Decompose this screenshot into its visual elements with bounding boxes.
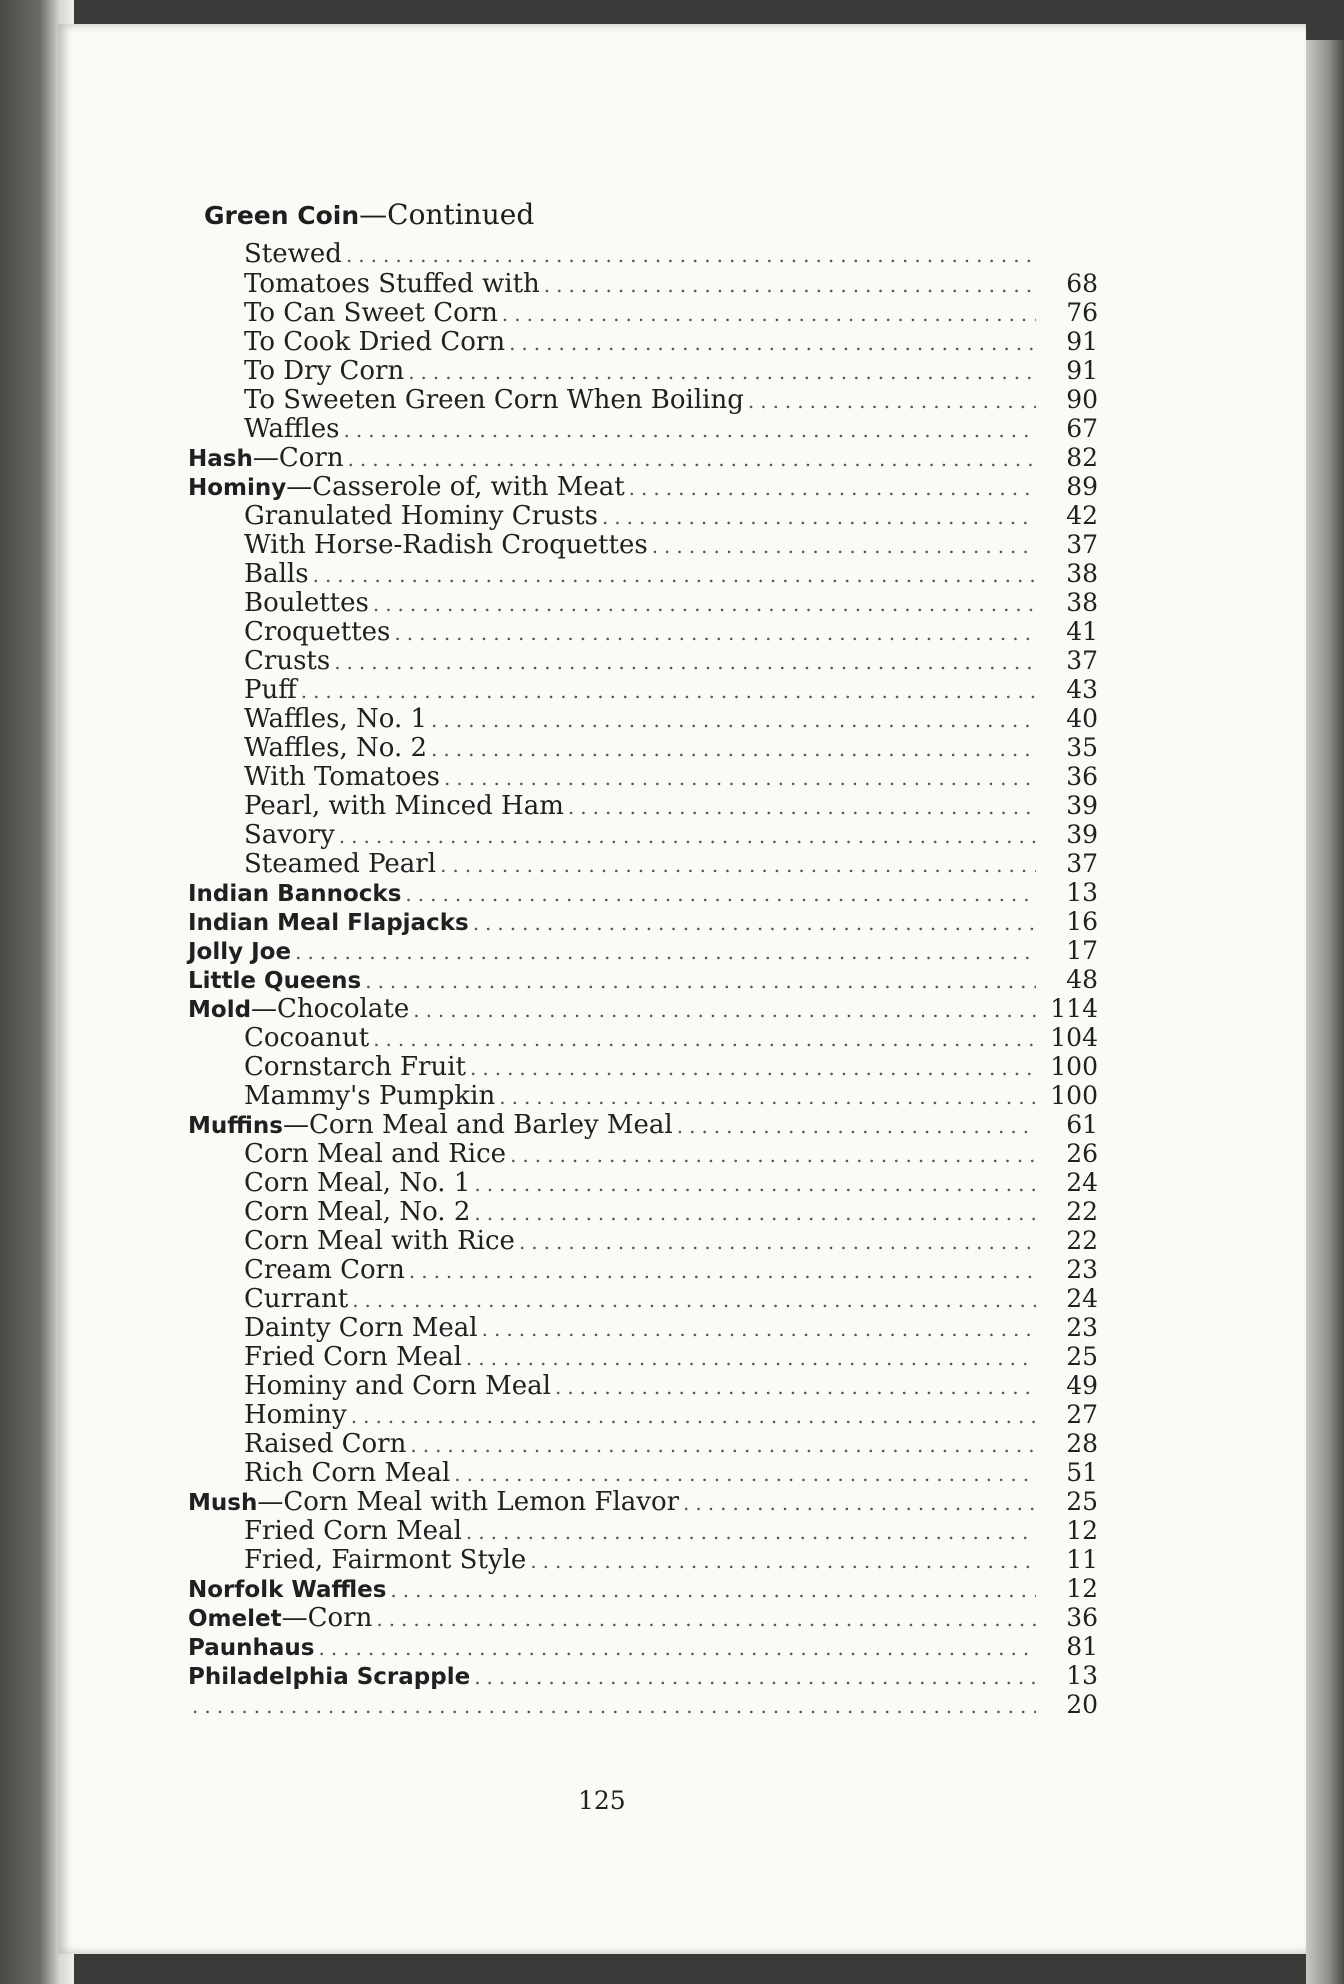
entry-text: Dainty Corn Meal (244, 1313, 478, 1343)
entry-label (244, 415, 339, 444)
section-header (204, 198, 534, 231)
dot-leader (351, 1402, 1036, 1431)
index-entry (158, 1487, 1098, 1516)
index-entry (158, 588, 1098, 617)
entry-page-number: 39 (1066, 820, 1098, 849)
index-entry (158, 1371, 1098, 1400)
entry-page-number: 41 (1066, 617, 1098, 646)
dot-leader (352, 1286, 1036, 1315)
entry-page-number: 24 (1066, 1168, 1098, 1197)
entry-label (188, 1111, 673, 1141)
index-entry (158, 907, 1098, 936)
entry-label (244, 560, 309, 589)
entry-page-number: 25 (1066, 1487, 1098, 1516)
index-entry (158, 1458, 1098, 1487)
dot-leader (444, 764, 1036, 793)
entry-page-number: 17 (1066, 936, 1098, 965)
entry-page-number: 76 (1066, 298, 1098, 327)
entry-label (244, 1401, 347, 1430)
entry-page-number: 13 (1066, 878, 1098, 907)
entry-text: Granulated Hominy Crusts (244, 501, 598, 531)
entry-label (244, 647, 330, 676)
index-entry (158, 559, 1098, 588)
dot-leader (405, 880, 1036, 909)
entry-label (244, 1256, 405, 1285)
page-number: 125 (578, 1786, 626, 1815)
index-entry (158, 1574, 1098, 1603)
dot-leader (474, 1170, 1036, 1199)
entry-label (244, 676, 297, 705)
entry-label (188, 995, 409, 1025)
entry-label (188, 473, 625, 503)
entry-label (244, 821, 335, 850)
index-entry (158, 878, 1098, 907)
entry-page-number: 42 (1066, 501, 1098, 530)
entry-label (244, 1082, 495, 1111)
entry-keyword: Jolly Joe (188, 939, 292, 965)
index-entry (158, 791, 1098, 820)
index-entry (158, 704, 1098, 733)
dot-leader (470, 1054, 1036, 1083)
dot-leader (365, 967, 1036, 996)
dot-leader (376, 1605, 1036, 1634)
entry-text: Pearl, with Minced Ham (244, 791, 564, 821)
index-entry (158, 1168, 1098, 1197)
entry-label (244, 299, 498, 328)
entry-keyword: Norfolk Waffles (188, 1577, 387, 1603)
index-entry (158, 965, 1098, 994)
entry-page-number: 23 (1066, 1255, 1098, 1284)
entry-label (244, 1430, 406, 1459)
entry-page-number: 48 (1066, 965, 1098, 994)
dot-leader (295, 938, 1036, 967)
entry-keyword: Indian Meal Flapjacks (188, 910, 469, 936)
entry-text: Raised Corn (244, 1429, 407, 1459)
entry-label (244, 589, 369, 618)
dot-leader (602, 503, 1036, 532)
entry-page-number: 43 (1066, 675, 1098, 704)
dot-leader (413, 996, 1036, 1025)
entry-label (244, 618, 390, 647)
entry-page-number: 12 (1066, 1574, 1098, 1603)
header-continued: —Continued (359, 198, 535, 231)
dot-leader (502, 300, 1036, 329)
entry-keyword: Muffins (188, 1113, 283, 1139)
dot-leader (473, 909, 1036, 938)
entry-text: Cornstarch Fruit (244, 1052, 466, 1082)
index-entry (158, 1313, 1098, 1342)
entry-page-number: 36 (1066, 1603, 1098, 1632)
dot-leader (394, 619, 1036, 648)
index-entry (158, 1690, 1098, 1719)
entry-page-number: 39 (1066, 791, 1098, 820)
index-entry (158, 849, 1098, 878)
entry-label (244, 850, 436, 879)
index-entry (158, 936, 1098, 965)
entry-label (244, 792, 564, 821)
entry-page-number: 89 (1066, 472, 1098, 501)
entry-page-number: 100 (1050, 1081, 1098, 1110)
index-entry (158, 994, 1098, 1023)
entry-label (244, 1024, 369, 1053)
entry-page-number: 22 (1066, 1197, 1098, 1226)
dot-leader (466, 1518, 1036, 1547)
index-entry (158, 327, 1098, 356)
index-entry (158, 1429, 1098, 1458)
entry-page-number: 16 (1066, 907, 1098, 936)
entry-page-number: 24 (1066, 1284, 1098, 1313)
dot-leader (313, 561, 1036, 590)
index-entry (158, 385, 1098, 414)
entry-text: —Corn (252, 443, 344, 473)
dot-leader (440, 851, 1036, 880)
dot-leader (431, 706, 1036, 735)
dot-leader (568, 793, 1036, 822)
entry-text: —Corn Meal and Barley Meal (282, 1110, 673, 1140)
dot-leader (482, 1315, 1036, 1344)
dot-leader (454, 1460, 1036, 1489)
index-entry (158, 1342, 1098, 1371)
entry-label (244, 357, 404, 386)
entry-text: Croquettes (244, 617, 391, 647)
index-entry (158, 1545, 1098, 1574)
entry-text: Cocoanut (244, 1023, 370, 1053)
dot-leader (519, 1228, 1036, 1257)
entry-keyword: Hash (188, 446, 253, 472)
entry-label (188, 966, 361, 996)
entry-label (244, 240, 342, 269)
dot-leader (509, 329, 1036, 358)
entry-label (188, 444, 344, 474)
dot-leader (530, 1547, 1036, 1576)
entry-text: Mammy's Pumpkin (244, 1081, 496, 1111)
entry-text: —Corn Meal with Lemon Flavor (257, 1487, 680, 1517)
entry-page-number: 91 (1066, 356, 1098, 385)
index-entry (158, 1255, 1098, 1284)
entry-page-number: 91 (1066, 327, 1098, 356)
entry-label (244, 705, 427, 734)
entry-page-number: 61 (1066, 1110, 1098, 1139)
dot-leader (318, 1634, 1036, 1663)
entry-page-number: 68 (1066, 269, 1098, 298)
index-entry (158, 820, 1098, 849)
entry-label (244, 1227, 515, 1256)
entry-label (244, 502, 598, 531)
entry-label (244, 1198, 470, 1227)
entry-keyword: Little Queens (188, 968, 362, 994)
index-entry (158, 501, 1098, 530)
entry-text: Hominy (244, 1400, 347, 1430)
index-entry (158, 298, 1098, 327)
dot-leader (408, 358, 1036, 387)
entry-label (244, 1459, 450, 1488)
entry-text: Corn Meal and Rice (244, 1139, 507, 1169)
index-entry (158, 1284, 1098, 1313)
entry-page-number: 26 (1066, 1139, 1098, 1168)
entry-label (244, 734, 427, 763)
entry-label (244, 1517, 462, 1546)
index-entry (158, 530, 1098, 559)
dot-leader (346, 241, 1036, 270)
entry-page-number: 36 (1066, 762, 1098, 791)
entry-page-number: 27 (1066, 1400, 1098, 1429)
entry-text: Waffles, No. 1 (244, 704, 428, 734)
index-list (158, 240, 1098, 1719)
entry-text: Corn Meal, No. 1 (244, 1168, 471, 1198)
entry-text: Corn Meal, No. 2 (244, 1197, 471, 1227)
index-entry (158, 1603, 1098, 1632)
entry-page-number: 20 (1066, 1690, 1098, 1719)
entry-keyword: Paunhaus (188, 1635, 315, 1661)
index-entry (158, 617, 1098, 646)
index-entry (158, 646, 1098, 675)
entry-text: Fried Corn Meal (244, 1516, 462, 1546)
entry-keyword: Mold (188, 997, 252, 1023)
dot-leader (474, 1663, 1036, 1692)
entry-text: Waffles (244, 414, 340, 444)
entry-text: Steamed Pearl (244, 849, 437, 879)
dot-leader (301, 677, 1036, 706)
entry-text: Hominy and Corn Meal (244, 1371, 551, 1401)
entry-text: Crusts (244, 646, 331, 676)
entry-label (244, 1314, 478, 1343)
dot-leader (466, 1344, 1036, 1373)
index-entry (158, 733, 1098, 762)
index-entry (158, 240, 1098, 269)
entry-keyword: Hominy (188, 475, 287, 501)
dot-leader (339, 822, 1036, 851)
entry-page-number: 49 (1066, 1371, 1098, 1400)
index-entry (158, 1197, 1098, 1226)
entry-page-number: 28 (1066, 1429, 1098, 1458)
entry-text: Waffles, No. 2 (244, 733, 428, 763)
entry-label (188, 1604, 372, 1634)
entry-page-number: 100 (1050, 1052, 1098, 1081)
index-entry (158, 1400, 1098, 1429)
entry-text: Balls (244, 559, 309, 589)
entry-text: —Chocolate (251, 994, 410, 1024)
entry-label (188, 1633, 314, 1663)
entry-label (244, 763, 440, 792)
entry-page-number: 37 (1066, 530, 1098, 559)
index-entry (158, 269, 1098, 298)
entry-page-number: 82 (1066, 443, 1098, 472)
entry-text: Tomatoes Stuffed with (244, 269, 540, 299)
entry-text: —Casserole of, with Meat (286, 472, 625, 502)
entry-page-number: 25 (1066, 1342, 1098, 1371)
dot-leader (652, 532, 1036, 561)
entry-page-number: 51 (1066, 1458, 1098, 1487)
entry-page-number: 38 (1066, 588, 1098, 617)
entry-text: Fried, Fairmont Style (244, 1545, 527, 1575)
entry-label (244, 1053, 466, 1082)
entry-label (188, 879, 401, 909)
entry-page-number: 37 (1066, 646, 1098, 675)
index-entry (158, 1516, 1098, 1545)
index-entry (158, 1110, 1098, 1139)
entry-keyword: Indian Bannocks (188, 881, 402, 907)
dot-leader (390, 1576, 1036, 1605)
index-entry (158, 1139, 1098, 1168)
entry-page-number: 23 (1066, 1313, 1098, 1342)
entry-label (244, 1169, 470, 1198)
index-entry (158, 414, 1098, 443)
entry-label (188, 1488, 679, 1518)
entry-text: Puff (244, 675, 297, 705)
dot-leader (348, 445, 1036, 474)
entry-page-number: 11 (1066, 1545, 1098, 1574)
entry-label (244, 1372, 551, 1401)
dot-leader (334, 648, 1036, 677)
entry-text: Corn Meal with Rice (244, 1226, 515, 1256)
index-entry (158, 675, 1098, 704)
book-right-edge (1306, 40, 1344, 1984)
entry-page-number: 35 (1066, 733, 1098, 762)
entry-page-number: 37 (1066, 849, 1098, 878)
entry-text: To Cook Dried Corn (244, 327, 506, 357)
entry-text: Savory (244, 820, 335, 850)
entry-keyword: Omelet (188, 1606, 282, 1632)
dot-leader (192, 1692, 1036, 1721)
entry-text: To Dry Corn (244, 356, 405, 386)
index-entry (158, 1226, 1098, 1255)
entry-page-number: 38 (1066, 559, 1098, 588)
index-entry (158, 1023, 1098, 1052)
entry-page-number: 40 (1066, 704, 1098, 733)
entry-text: To Can Sweet Corn (244, 298, 498, 328)
entry-page-number: 12 (1066, 1516, 1098, 1545)
index-entry (158, 356, 1098, 385)
entry-text: Fried Corn Meal (244, 1342, 462, 1372)
entry-page-number: 81 (1066, 1632, 1098, 1661)
entry-label (244, 531, 648, 560)
index-entry (158, 1632, 1098, 1661)
entry-label (244, 1285, 348, 1314)
dot-leader (748, 387, 1036, 416)
header-keyword: Green Coin (204, 201, 360, 230)
dot-leader (510, 1141, 1036, 1170)
entry-page-number: 22 (1066, 1226, 1098, 1255)
dot-leader (544, 271, 1036, 300)
dot-leader (629, 474, 1036, 503)
entry-text: To Sweeten Green Corn When Boiling (244, 385, 744, 415)
entry-keyword: Mush (188, 1490, 258, 1516)
entry-label (188, 1662, 470, 1692)
dot-leader (410, 1431, 1036, 1460)
dot-leader (343, 416, 1036, 445)
entry-text: With Tomatoes (244, 762, 441, 792)
entry-page-number: 67 (1066, 414, 1098, 443)
entry-keyword: Philadelphia Scrapple (188, 1664, 471, 1690)
entry-label (188, 908, 469, 938)
index-entry (158, 443, 1098, 472)
entry-text: Currant (244, 1284, 349, 1314)
index-entry (158, 1081, 1098, 1110)
dot-leader (409, 1257, 1036, 1286)
entry-label (244, 386, 744, 415)
entry-label (244, 1343, 462, 1372)
entry-page-number: 13 (1066, 1661, 1098, 1690)
entry-text: Cream Corn (244, 1255, 405, 1285)
dot-leader (373, 1025, 1036, 1054)
dot-leader (555, 1373, 1036, 1402)
index-entry (158, 762, 1098, 791)
entry-label (244, 328, 505, 357)
entry-label (244, 270, 540, 299)
index-entry (158, 472, 1098, 501)
dot-leader (373, 590, 1036, 619)
entry-text: —Corn (281, 1603, 373, 1633)
entry-label (188, 1575, 386, 1605)
index-entry (158, 1661, 1098, 1690)
entry-text: Stewed (244, 239, 342, 269)
dot-leader (499, 1083, 1036, 1112)
entry-label (188, 937, 291, 967)
entry-label (244, 1546, 526, 1575)
dot-leader (474, 1199, 1036, 1228)
entry-text: With Horse-Radish Croquettes (244, 530, 648, 560)
entry-page-number: 90 (1066, 385, 1098, 414)
entry-page-number: 114 (1050, 994, 1098, 1023)
entry-text: Boulettes (244, 588, 369, 618)
index-entry (158, 1052, 1098, 1081)
dot-leader (683, 1489, 1036, 1518)
entry-text: Rich Corn Meal (244, 1458, 451, 1488)
dot-leader (431, 735, 1036, 764)
entry-page-number: 104 (1050, 1023, 1098, 1052)
entry-label (244, 1140, 506, 1169)
dot-leader (677, 1112, 1036, 1141)
